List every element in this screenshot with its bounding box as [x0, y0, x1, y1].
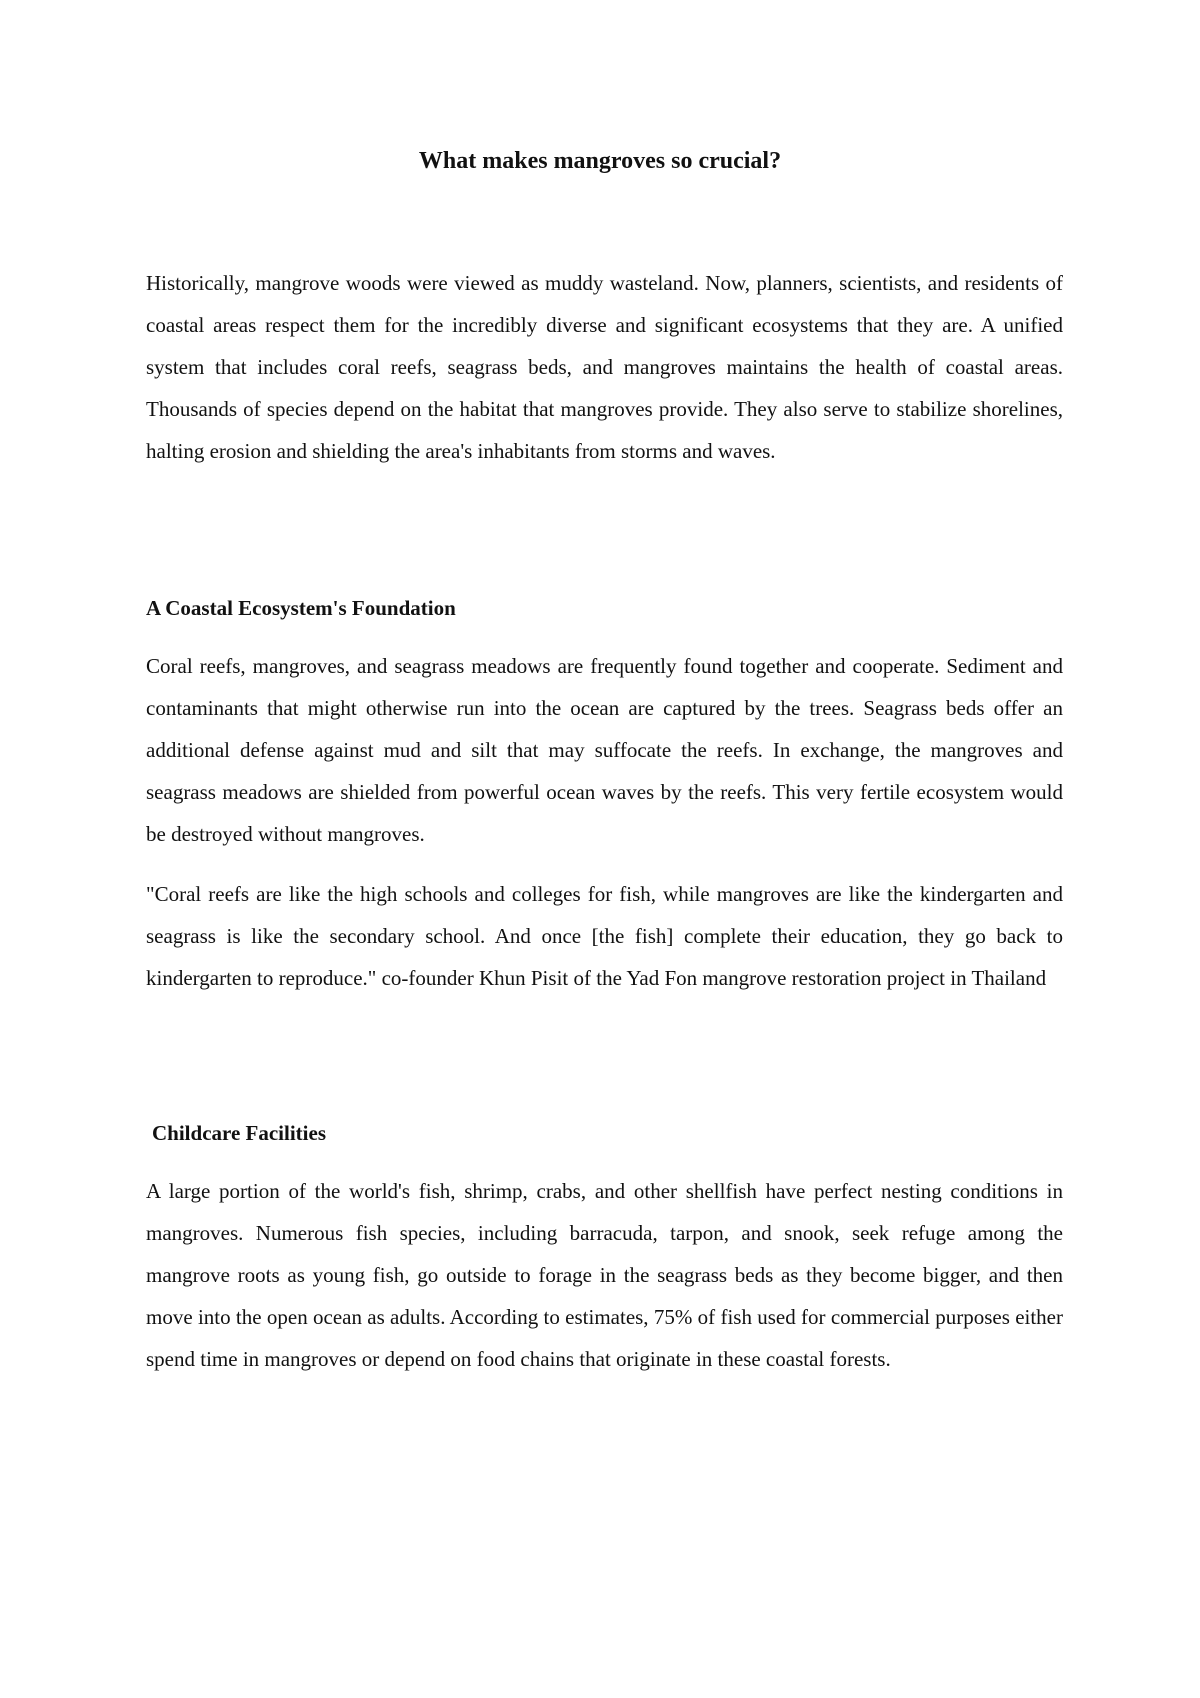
section-1-quote-paragraph: "Coral reefs are like the high schools and colleges for fish, while mangroves are like the kindergarten and seagrass is like the secondary school. And once [the fish] complete their education, they go back to kindergarten to reproduce." co-founder Khun Pisit of the Yad Fon mangrove restoration project in Thailand — [146, 882, 1063, 990]
section-heading-coastal-ecosystem: A Coastal Ecosystem's Foundation — [146, 596, 456, 620]
section-1-paragraph-1: Coral reefs, mangroves, and seagrass meadows are frequently found together and cooperate. Sediment and contaminants that might otherwise run into the ocean are captured by the trees. Seagrass beds offer an additional defense against mud and silt that may suffocate the reefs. In exchange, the mangroves and seagrass meadows are shielded from powerful ocean waves by the reefs. This very fertile ecosystem would be destroyed without mangroves. — [146, 654, 1063, 846]
section-2-paragraph-1: A large portion of the world's fish, shrimp, crabs, and other shellfish have perfect nesting conditions in mangroves. Numerous fish species, including barracuda, tarpon, and snook, seek refuge among the mangrove roots as young fish, go outside to forage in the seagrass beds as they become bigger, and then move into the open ocean as adults. According to estimates, 75% of fish used for commercial purposes either spend time in mangroves or depend on food chains that originate in these coastal forests. — [146, 1179, 1063, 1371]
intro-paragraph: Historically, mangrove woods were viewed as muddy wasteland. Now, planners, scientists, and residents of coastal areas respect them for the incredibly diverse and significant ecosystems that they are. A unified system that includes coral reefs, seagrass beds, and mangroves maintains the health of coastal areas. Thousands of species depend on the habitat that mangroves provide. They also serve to stabilize shorelines, halting erosion and shielding the area's inhabitants from storms and waves. — [146, 271, 1063, 463]
section-heading-childcare-facilities: Childcare Facilities — [152, 1121, 326, 1145]
page-title: What makes mangroves so crucial? — [418, 148, 782, 174]
